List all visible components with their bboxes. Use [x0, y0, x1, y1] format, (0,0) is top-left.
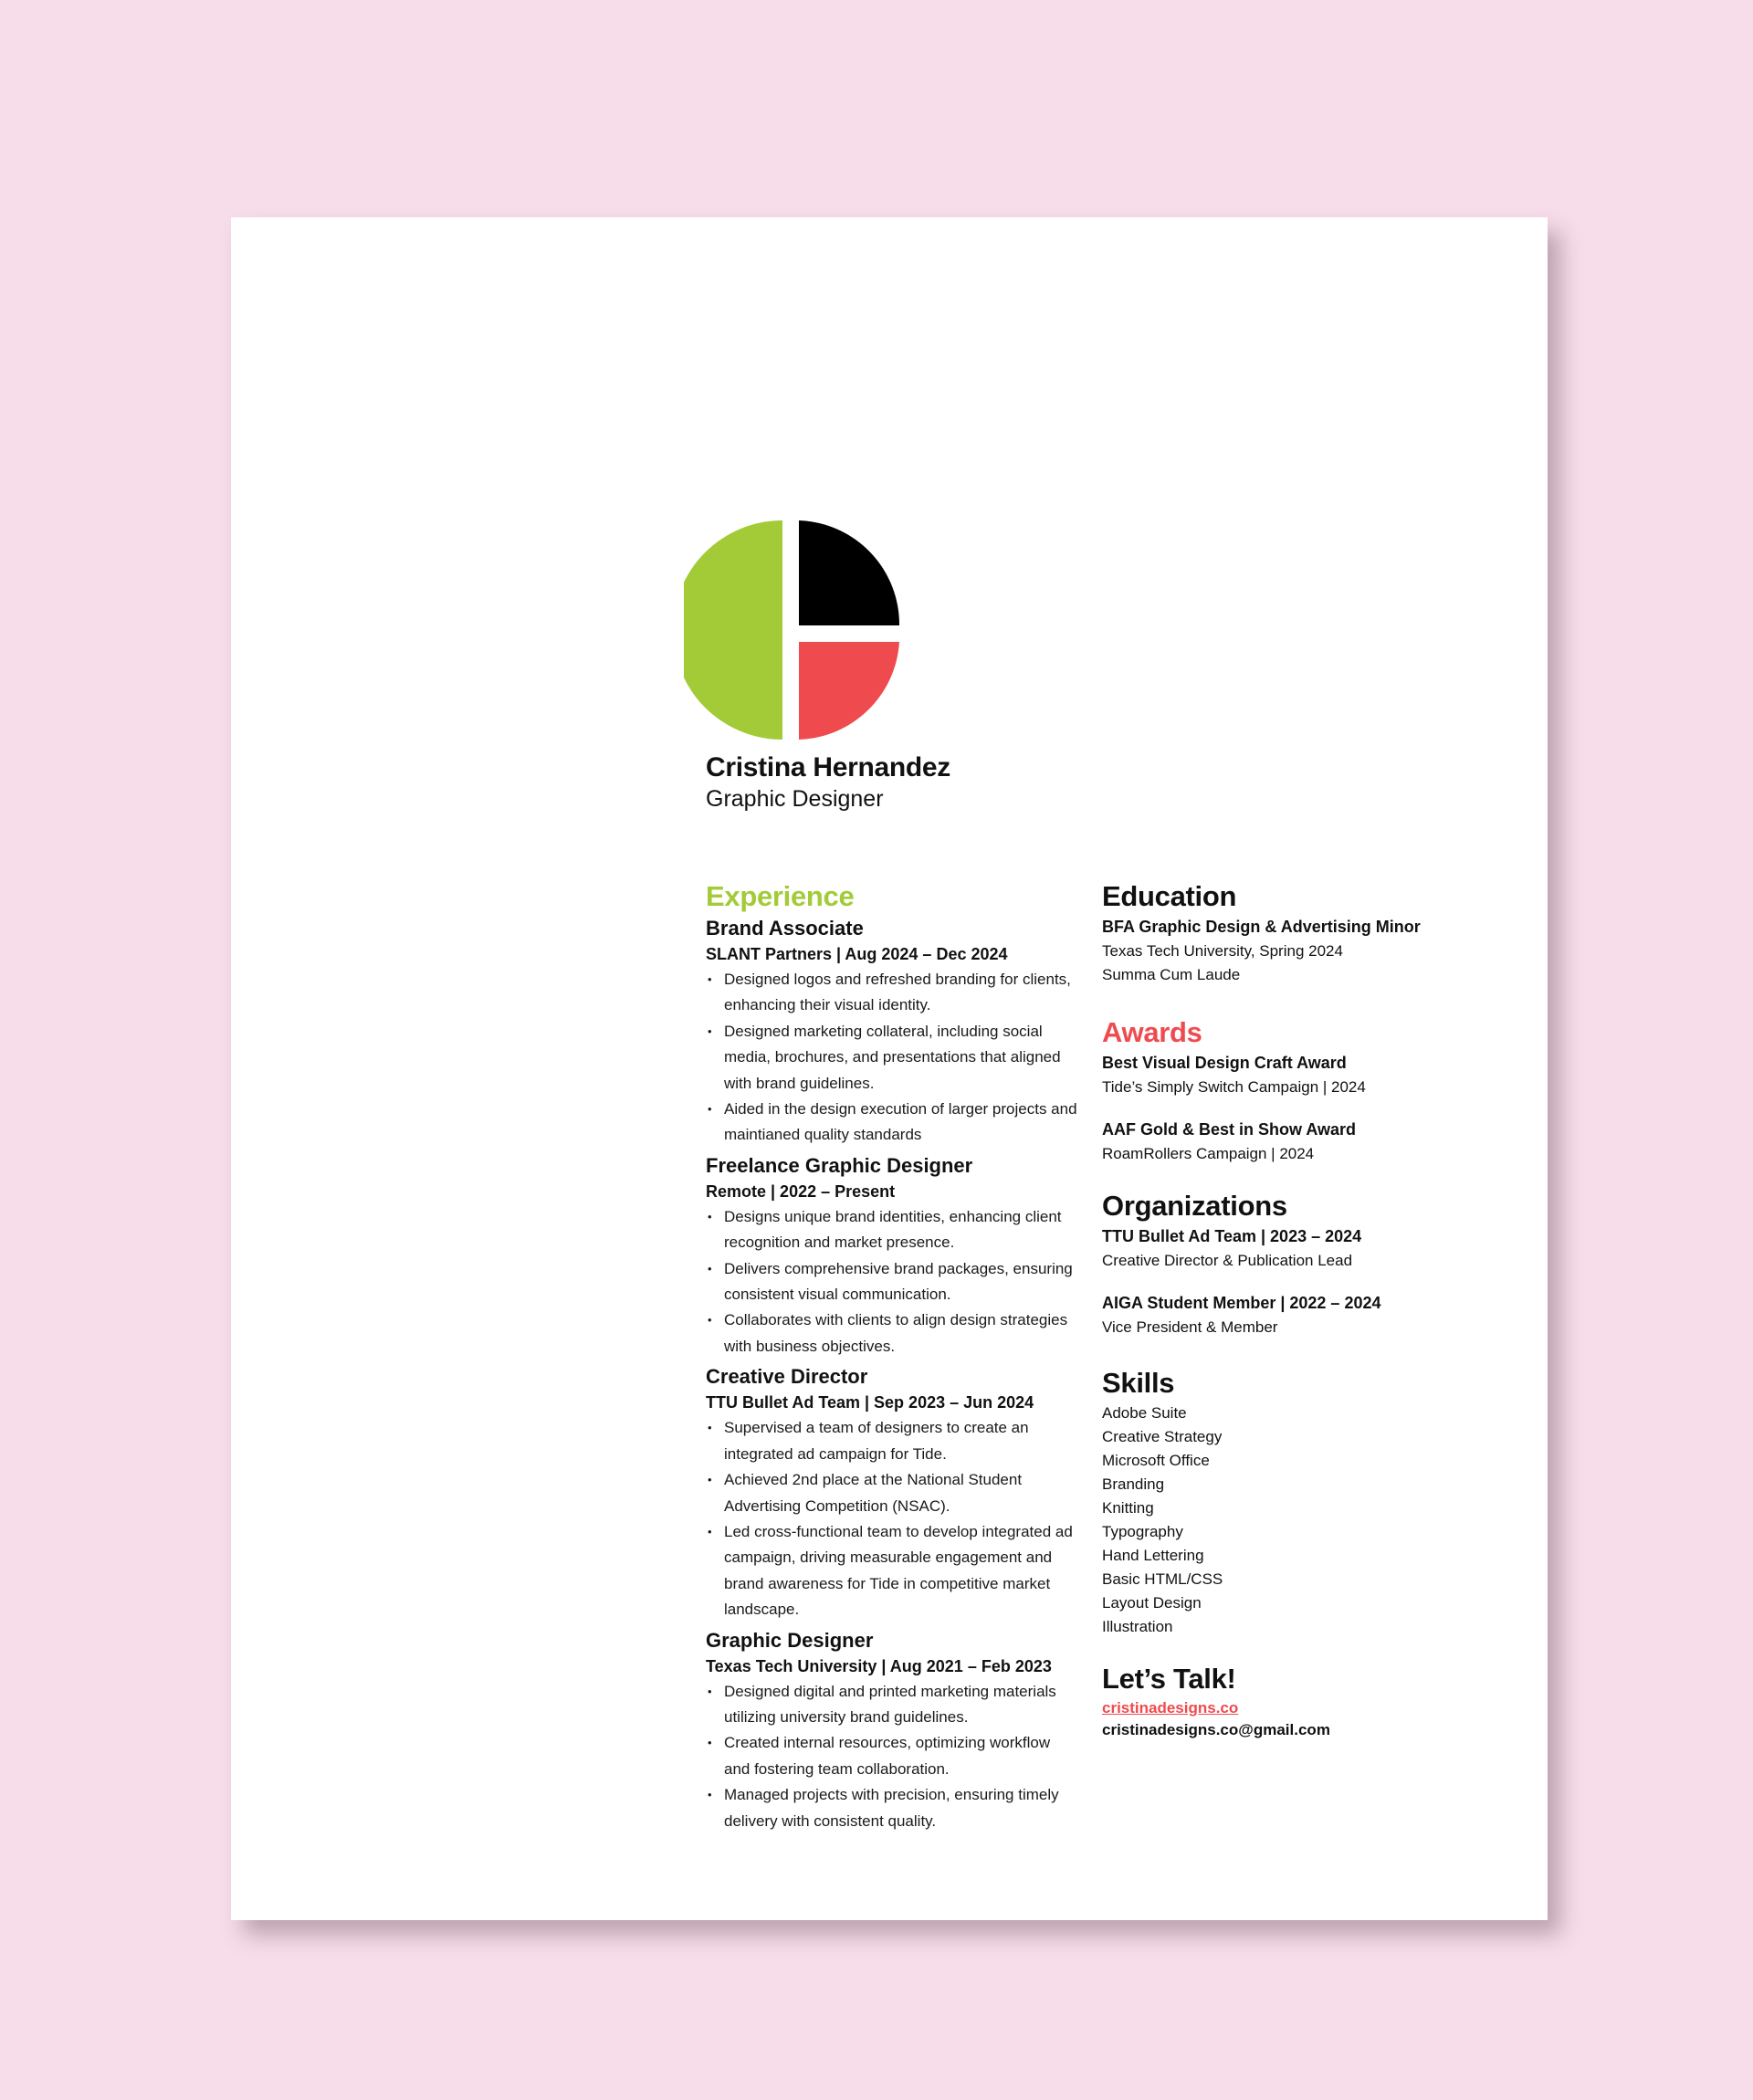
job-meta: TTU Bullet Ad Team | Sep 2023 – Jun 2024 — [706, 1393, 1034, 1412]
skill-item: Typography — [1102, 1523, 1183, 1540]
job-meta: SLANT Partners | Aug 2024 – Dec 2024 — [706, 945, 1008, 963]
organization-detail: Vice President & Member — [1102, 1318, 1278, 1336]
job-bullet: • Led cross-functional team to develop integrated ad campaign, driving measurable engagement and brand awareness for Tide in competitive market landscape. — [706, 1519, 1080, 1623]
job-bullet: • Managed projects with precision, ensuring timely delivery with consistent quality. — [706, 1782, 1080, 1834]
job-title: Freelance Graphic Designer — [706, 1153, 973, 1177]
details-column — [1102, 878, 1504, 1741]
job-bullets — [706, 1679, 1080, 1834]
skills-heading: Skills — [1102, 1367, 1175, 1399]
logo-black-quarter — [799, 520, 899, 625]
skill-item: Creative Strategy — [1102, 1428, 1223, 1445]
contact-heading: Let’s Talk! — [1102, 1663, 1236, 1695]
job-meta: Texas Tech University | Aug 2021 – Feb 2023 — [706, 1656, 1052, 1675]
award-title: AAF Gold & Best in Show Award — [1102, 1120, 1357, 1139]
job-entry — [706, 915, 1080, 1149]
skill-item: Layout Design — [1102, 1594, 1202, 1612]
job-title: Brand Associate — [706, 917, 864, 940]
job-bullet: • Delivers comprehensive brand packages, ensuring consistent visual communication. — [706, 1256, 1080, 1308]
job-title: Creative Director — [706, 1365, 868, 1389]
job-entry — [706, 1152, 1080, 1360]
job-bullet: • Designed logos and refreshed branding for clients, enhancing their visual identity. — [706, 967, 1080, 1019]
organization-detail: Creative Director & Publication Lead — [1102, 1252, 1353, 1269]
award-title: Best Visual Design Craft Award — [1102, 1054, 1347, 1072]
organization-title: AIGA Student Member | 2022 – 2024 — [1102, 1294, 1381, 1312]
resume-name: Cristina Hernandez — [706, 752, 950, 782]
job-bullets — [706, 1415, 1080, 1622]
resume-role: Graphic Designer — [706, 786, 884, 812]
skill-item: Microsoft Office — [1102, 1452, 1210, 1469]
award-detail: Tide’s Simply Switch Campaign | 2024 — [1102, 1078, 1366, 1096]
job-bullet: • Designed marketing collateral, including social media, brochures, and presentations that aligned with brand guidelines. — [706, 1019, 1080, 1097]
job-entry — [706, 1627, 1080, 1834]
awards-heading: Awards — [1102, 1016, 1202, 1048]
education-degree: BFA Graphic Design & Advertising Minor — [1102, 918, 1421, 936]
website-link[interactable]: cristinadesigns.co — [1102, 1699, 1239, 1717]
job-title: Graphic Designer — [706, 1628, 874, 1652]
job-bullet: • Achieved 2nd place at the National Student Advertising Competition (NSAC). — [706, 1467, 1080, 1519]
skill-item: Hand Lettering — [1102, 1547, 1204, 1564]
experience-heading: Experience — [706, 880, 855, 912]
job-bullet: • Aided in the design execution of larger projects and maintianed quality standards — [706, 1097, 1080, 1149]
skill-item: Branding — [1102, 1475, 1165, 1493]
organization-title: TTU Bullet Ad Team | 2023 – 2024 — [1102, 1227, 1362, 1245]
job-bullets — [706, 967, 1080, 1149]
organizations-heading: Organizations — [1102, 1190, 1287, 1222]
experience-column — [706, 878, 1080, 1838]
skill-item: Illustration — [1102, 1618, 1173, 1635]
logo-green-half — [684, 520, 782, 740]
skill-item: Knitting — [1102, 1499, 1154, 1517]
logo-red-quarter — [799, 642, 899, 740]
award-detail: RoamRollers Campaign | 2024 — [1102, 1145, 1315, 1162]
job-bullet: • Collaborates with clients to align design strategies with business objectives. — [706, 1307, 1080, 1360]
education-heading: Education — [1102, 880, 1237, 912]
job-bullets — [706, 1204, 1080, 1360]
circle-monogram-logo — [684, 519, 903, 741]
job-meta: Remote | 2022 – Present — [706, 1181, 896, 1201]
skill-item: Basic HTML/CSS — [1102, 1570, 1223, 1588]
job-bullet: • Supervised a team of designers to create an integrated ad campaign for Tide. — [706, 1415, 1080, 1467]
job-bullet: • Created internal resources, optimizing workflow and fostering team collaboration. — [706, 1730, 1080, 1782]
education-honors: Summa Cum Laude — [1102, 966, 1241, 983]
resume-page — [231, 217, 1548, 1920]
email-address[interactable]: cristinadesigns.co@gmail.com — [1102, 1721, 1330, 1738]
job-bullet: • Designs unique brand identities, enhancing client recognition and market presence. — [706, 1204, 1080, 1256]
job-bullet: • Designed digital and printed marketing materials utilizing university brand guidelines. — [706, 1679, 1080, 1731]
skill-item: Adobe Suite — [1102, 1404, 1187, 1422]
education-school: Texas Tech University, Spring 2024 — [1102, 942, 1343, 960]
job-entry — [706, 1363, 1080, 1622]
